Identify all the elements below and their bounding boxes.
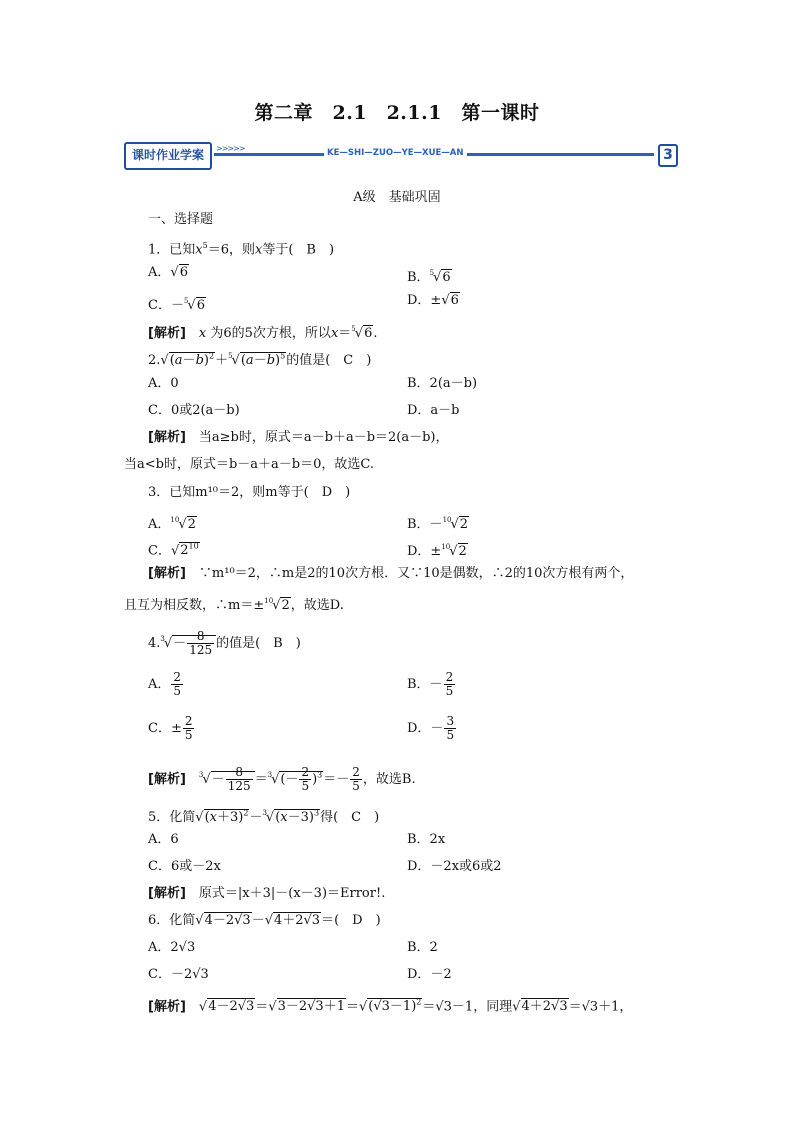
question-5: 5．化简$√(x+3)^2-^3√(x-3)^3$得( C ) [148, 808, 380, 825]
level-heading: A级 基础巩固 [353, 190, 441, 205]
q3-option-b: B．－$^{10}$√2 [407, 516, 469, 532]
q3-solution-line-1: [解析] ∵m¹⁰＝2，∴m是2的10次方根．又∵10是偶数，∴2的10次方根有两个， [148, 566, 634, 581]
q1-option-d: D．±√6 [407, 293, 459, 308]
banner-pinyin: KE—SHI—ZUO—YE—XUE—AN [324, 148, 467, 158]
q5-option-d: D．－2x或6或2 [407, 859, 502, 874]
q4-option-d: D．－ $\frac{3}{5}$ [407, 714, 455, 742]
q3-option-d: D．±$^{10}$√2 [407, 543, 467, 559]
q3-option-c: C．$√2^{10}$ [148, 542, 199, 559]
q6-option-b: B．2 [407, 940, 438, 955]
banner-arrows: >>>>> [216, 144, 245, 153]
question-6: 6．化简√4－2√3－√4＋2√3＝( D ) [148, 913, 381, 928]
q6-option-d: D．－2 [407, 967, 452, 982]
q1-option-c: C．－$^5$√6 [148, 297, 205, 313]
q2-option-d: D．a－b [407, 403, 460, 418]
q3-solution-line-2: 且互为相反数，∴m＝±$^{10}$√2，故选D. [124, 597, 344, 613]
banner-label: 课时作业学案 [124, 142, 212, 170]
q4-option-a: A． $\frac{2}{5}$ [148, 670, 182, 698]
q4-solution: [解析] $^3$√－ $\frac{8}{125}$ ＝$^3$√(－ $\frac{2}{5}$ )$^3$＝－ $\frac{2}{5}$ ，故选B. [148, 765, 416, 793]
q5-option-c: C．6或－2x [148, 859, 221, 874]
q1-option-a: A．√6 [148, 265, 188, 280]
q6-option-c: C．－2√3 [148, 967, 209, 982]
page-title: 第二章 2.1 2.1.1 第一课时 [254, 102, 540, 124]
q5-option-b: B．2x [407, 832, 446, 847]
question-3: 3．已知m¹⁰＝2，则m等于( D ) [148, 485, 351, 500]
question-1: 1．已知$x^5=6$，则x等于( B ) [148, 241, 335, 258]
q1-solution: [解析] x 为6的5次方根，所以x＝$^5$√6. [148, 325, 378, 341]
q2-option-c: C．0或2(a－b) [148, 403, 240, 418]
q3-option-a: A．$^{10}$√2 [148, 516, 196, 532]
q2-solution-line-1: [解析] 当a≥b时，原式＝a－b＋a－b＝2(a－b)， [148, 430, 449, 445]
q5-solution: [解析] 原式＝|x＋3|－(x－3)＝Error!. [148, 886, 386, 901]
q6-option-a: A．2√3 [148, 940, 196, 955]
question-2: $2.√(a-b)^2+^5√(a-b)^5$的值是( C ) [148, 351, 372, 368]
q5-option-a: A．6 [148, 832, 179, 847]
banner-number: 3 [658, 144, 678, 167]
q2-solution-line-2: 当a<b时，原式＝b－a＋a－b＝0，故选C. [124, 457, 374, 472]
q4-option-b: B．－ $\frac{2}{5}$ [407, 670, 454, 698]
q6-solution: [解析] $√4-2√3=√3-2√3+1=√(√3-1)^2=√3-1$，同理√4＋2√3＝√3＋1， [148, 998, 633, 1015]
section-heading: 一、选择题 [148, 212, 214, 227]
q1-option-b: B．$^5$√6 [407, 269, 451, 285]
section-banner [124, 142, 680, 168]
question-4: 4.$^3$√－ $\frac{8}{125}$ 的值是( B ) [148, 629, 301, 657]
q2-option-a: A．0 [148, 376, 179, 391]
q4-option-c: C．± $\frac{2}{5}$ [148, 714, 193, 742]
q2-option-b: B．2(a－b) [407, 376, 478, 391]
